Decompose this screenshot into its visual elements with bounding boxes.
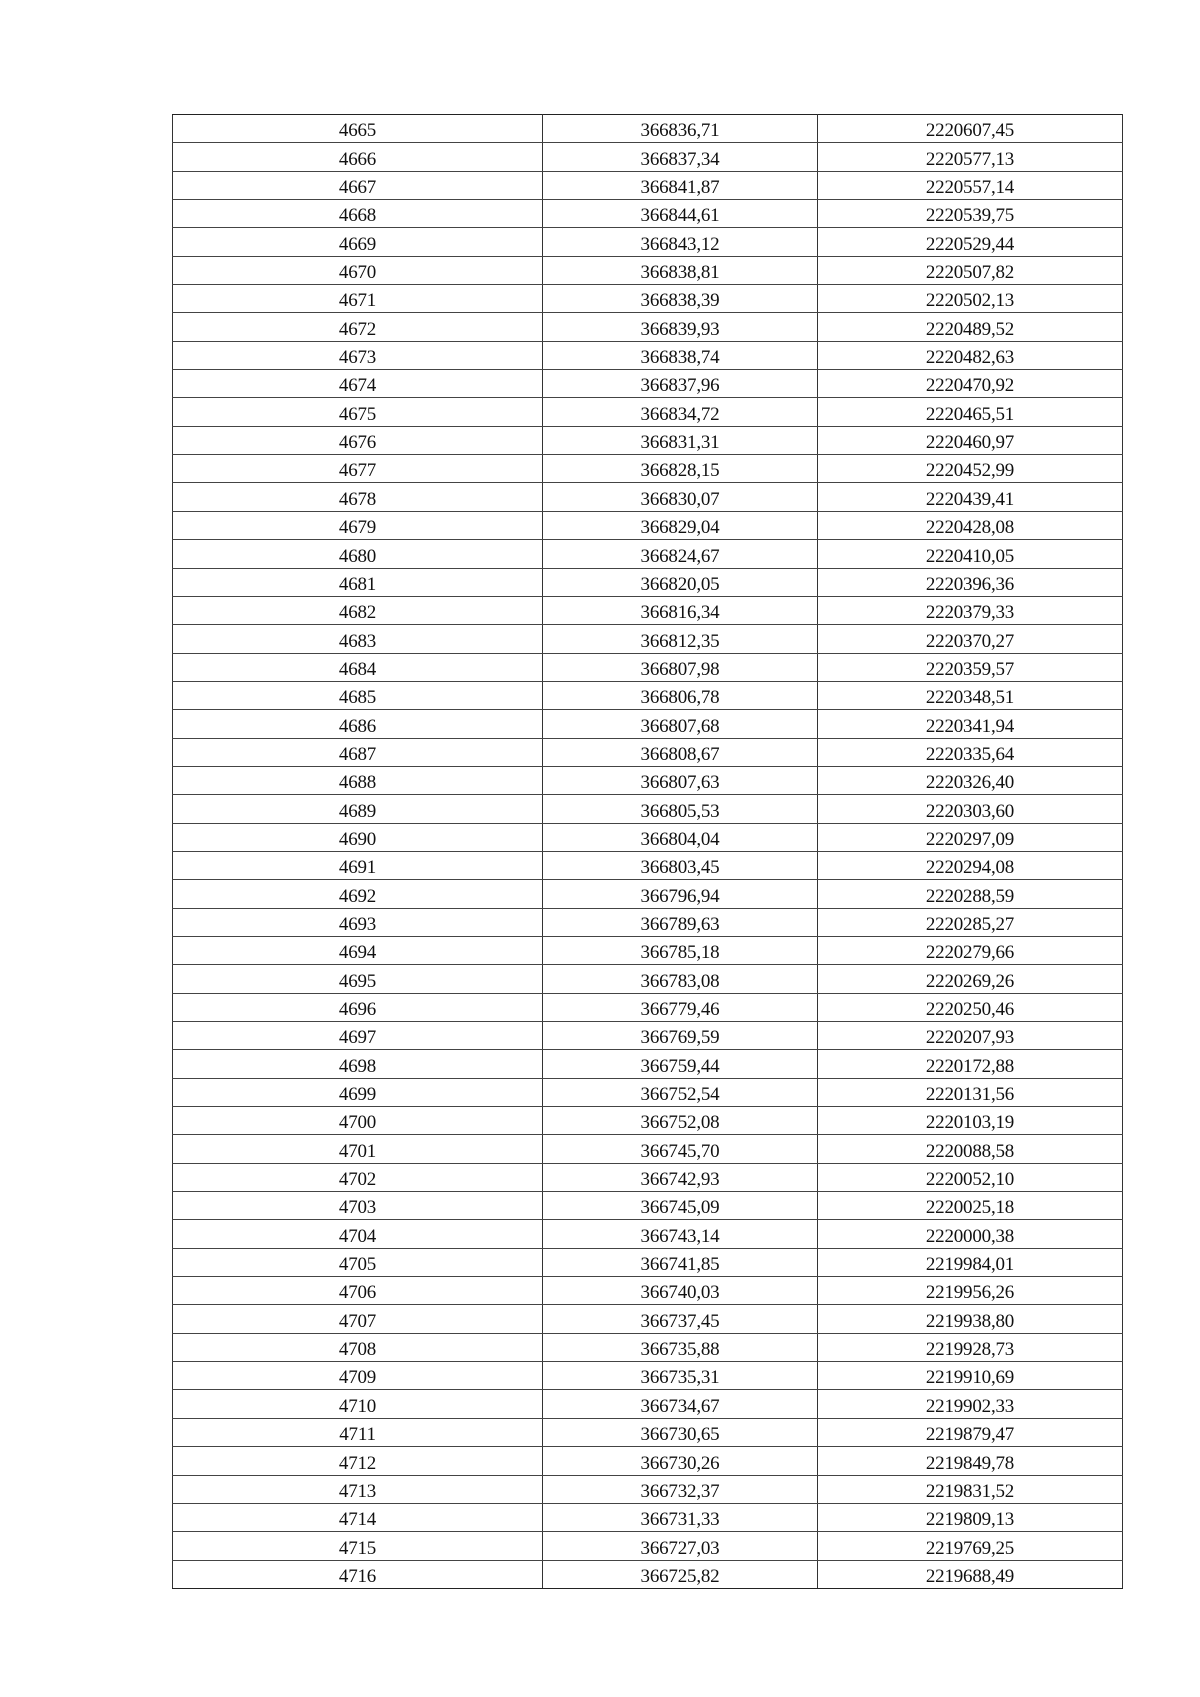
point-number-cell: 4709 <box>173 1362 543 1390</box>
y-coordinate-cell: 2220052,10 <box>818 1163 1123 1191</box>
point-number-cell: 4707 <box>173 1305 543 1333</box>
y-coordinate-cell: 2219769,25 <box>818 1532 1123 1560</box>
table-row <box>173 1390 1123 1418</box>
y-coordinate-cell: 2220131,56 <box>818 1078 1123 1106</box>
x-coordinate-cell: 366789,63 <box>543 908 818 936</box>
point-number-cell: 4716 <box>173 1560 543 1588</box>
x-coordinate-cell: 366807,63 <box>543 766 818 794</box>
table-row <box>173 710 1123 738</box>
point-number-cell: 4667 <box>173 171 543 199</box>
y-coordinate-cell: 2220482,63 <box>818 341 1123 369</box>
point-number-cell: 4682 <box>173 596 543 624</box>
y-coordinate-cell: 2220452,99 <box>818 455 1123 483</box>
y-coordinate-cell: 2220285,27 <box>818 908 1123 936</box>
y-coordinate-cell: 2220269,26 <box>818 965 1123 993</box>
table-row <box>173 880 1123 908</box>
x-coordinate-cell: 366841,87 <box>543 171 818 199</box>
x-coordinate-cell: 366807,68 <box>543 710 818 738</box>
y-coordinate-cell: 2220341,94 <box>818 710 1123 738</box>
x-coordinate-cell: 366752,08 <box>543 1107 818 1135</box>
y-coordinate-cell: 2220539,75 <box>818 200 1123 228</box>
point-number-cell: 4680 <box>173 540 543 568</box>
x-coordinate-cell: 366829,04 <box>543 511 818 539</box>
x-coordinate-cell: 366730,65 <box>543 1418 818 1446</box>
table-row <box>173 1333 1123 1361</box>
x-coordinate-cell: 366837,96 <box>543 370 818 398</box>
x-coordinate-cell: 366734,67 <box>543 1390 818 1418</box>
point-number-cell: 4679 <box>173 511 543 539</box>
point-number-cell: 4700 <box>173 1107 543 1135</box>
x-coordinate-cell: 366745,09 <box>543 1192 818 1220</box>
table-row <box>173 370 1123 398</box>
point-number-cell: 4678 <box>173 483 543 511</box>
point-number-cell: 4713 <box>173 1475 543 1503</box>
table-row <box>173 426 1123 454</box>
y-coordinate-cell: 2220103,19 <box>818 1107 1123 1135</box>
y-coordinate-cell: 2220428,08 <box>818 511 1123 539</box>
point-number-cell: 4711 <box>173 1418 543 1446</box>
x-coordinate-cell: 366837,34 <box>543 143 818 171</box>
y-coordinate-cell: 2219938,80 <box>818 1305 1123 1333</box>
y-coordinate-cell: 2220607,45 <box>818 115 1123 143</box>
y-coordinate-cell: 2220288,59 <box>818 880 1123 908</box>
y-coordinate-cell: 2220529,44 <box>818 228 1123 256</box>
point-number-cell: 4690 <box>173 823 543 851</box>
table-row <box>173 285 1123 313</box>
x-coordinate-cell: 366820,05 <box>543 568 818 596</box>
table-row <box>173 681 1123 709</box>
table-row <box>173 200 1123 228</box>
table-row <box>173 483 1123 511</box>
table-row <box>173 1277 1123 1305</box>
table-row <box>173 1532 1123 1560</box>
x-coordinate-cell: 366731,33 <box>543 1503 818 1531</box>
table-row <box>173 625 1123 653</box>
table-row <box>173 1447 1123 1475</box>
coordinates-table <box>172 114 1123 1589</box>
table-row <box>173 738 1123 766</box>
table-row <box>173 256 1123 284</box>
point-number-cell: 4677 <box>173 455 543 483</box>
y-coordinate-cell: 2220460,97 <box>818 426 1123 454</box>
table-row <box>173 1050 1123 1078</box>
table-row <box>173 1163 1123 1191</box>
y-coordinate-cell: 2220507,82 <box>818 256 1123 284</box>
y-coordinate-cell: 2220335,64 <box>818 738 1123 766</box>
x-coordinate-cell: 366806,78 <box>543 681 818 709</box>
y-coordinate-cell: 2220207,93 <box>818 1022 1123 1050</box>
point-number-cell: 4674 <box>173 370 543 398</box>
y-coordinate-cell: 2220279,66 <box>818 936 1123 964</box>
table-row <box>173 908 1123 936</box>
y-coordinate-cell: 2220025,18 <box>818 1192 1123 1220</box>
x-coordinate-cell: 366759,44 <box>543 1050 818 1078</box>
x-coordinate-cell: 366807,98 <box>543 653 818 681</box>
point-number-cell: 4712 <box>173 1447 543 1475</box>
y-coordinate-cell: 2220294,08 <box>818 851 1123 879</box>
table-row <box>173 455 1123 483</box>
y-coordinate-cell: 2219688,49 <box>818 1560 1123 1588</box>
table-row <box>173 1022 1123 1050</box>
x-coordinate-cell: 366843,12 <box>543 228 818 256</box>
point-number-cell: 4693 <box>173 908 543 936</box>
point-number-cell: 4708 <box>173 1333 543 1361</box>
y-coordinate-cell: 2219984,01 <box>818 1248 1123 1276</box>
y-coordinate-cell: 2220000,38 <box>818 1220 1123 1248</box>
table-row <box>173 1107 1123 1135</box>
point-number-cell: 4714 <box>173 1503 543 1531</box>
table-row <box>173 115 1123 143</box>
y-coordinate-cell: 2220557,14 <box>818 171 1123 199</box>
point-number-cell: 4705 <box>173 1248 543 1276</box>
table-row <box>173 993 1123 1021</box>
table-row <box>173 965 1123 993</box>
x-coordinate-cell: 366783,08 <box>543 965 818 993</box>
x-coordinate-cell: 366824,67 <box>543 540 818 568</box>
point-number-cell: 4675 <box>173 398 543 426</box>
x-coordinate-cell: 366805,53 <box>543 795 818 823</box>
x-coordinate-cell: 366830,07 <box>543 483 818 511</box>
x-coordinate-cell: 366741,85 <box>543 1248 818 1276</box>
table-row <box>173 1475 1123 1503</box>
point-number-cell: 4666 <box>173 143 543 171</box>
table-row <box>173 511 1123 539</box>
y-coordinate-cell: 2219910,69 <box>818 1362 1123 1390</box>
point-number-cell: 4686 <box>173 710 543 738</box>
point-number-cell: 4684 <box>173 653 543 681</box>
point-number-cell: 4715 <box>173 1532 543 1560</box>
y-coordinate-cell: 2219879,47 <box>818 1418 1123 1446</box>
table-row <box>173 1248 1123 1276</box>
y-coordinate-cell: 2219849,78 <box>818 1447 1123 1475</box>
table-row <box>173 936 1123 964</box>
point-number-cell: 4671 <box>173 285 543 313</box>
y-coordinate-cell: 2220439,41 <box>818 483 1123 511</box>
x-coordinate-cell: 366732,37 <box>543 1475 818 1503</box>
x-coordinate-cell: 366745,70 <box>543 1135 818 1163</box>
x-coordinate-cell: 366740,03 <box>543 1277 818 1305</box>
point-number-cell: 4688 <box>173 766 543 794</box>
point-number-cell: 4698 <box>173 1050 543 1078</box>
y-coordinate-cell: 2219809,13 <box>818 1503 1123 1531</box>
point-number-cell: 4691 <box>173 851 543 879</box>
point-number-cell: 4694 <box>173 936 543 964</box>
x-coordinate-cell: 366769,59 <box>543 1022 818 1050</box>
y-coordinate-cell: 2220297,09 <box>818 823 1123 851</box>
table-row <box>173 143 1123 171</box>
point-number-cell: 4681 <box>173 568 543 596</box>
x-coordinate-cell: 366839,93 <box>543 313 818 341</box>
x-coordinate-cell: 366828,15 <box>543 455 818 483</box>
point-number-cell: 4676 <box>173 426 543 454</box>
y-coordinate-cell: 2220489,52 <box>818 313 1123 341</box>
y-coordinate-cell: 2220370,27 <box>818 625 1123 653</box>
y-coordinate-cell: 2220359,57 <box>818 653 1123 681</box>
x-coordinate-cell: 366727,03 <box>543 1532 818 1560</box>
table-row <box>173 1135 1123 1163</box>
y-coordinate-cell: 2220410,05 <box>818 540 1123 568</box>
point-number-cell: 4704 <box>173 1220 543 1248</box>
y-coordinate-cell: 2220379,33 <box>818 596 1123 624</box>
y-coordinate-cell: 2220470,92 <box>818 370 1123 398</box>
y-coordinate-cell: 2220172,88 <box>818 1050 1123 1078</box>
point-number-cell: 4672 <box>173 313 543 341</box>
x-coordinate-cell: 366816,34 <box>543 596 818 624</box>
x-coordinate-cell: 366808,67 <box>543 738 818 766</box>
table-row <box>173 1418 1123 1446</box>
point-number-cell: 4685 <box>173 681 543 709</box>
table-row <box>173 228 1123 256</box>
y-coordinate-cell: 2220303,60 <box>818 795 1123 823</box>
point-number-cell: 4702 <box>173 1163 543 1191</box>
point-number-cell: 4703 <box>173 1192 543 1220</box>
y-coordinate-cell: 2220326,40 <box>818 766 1123 794</box>
table-row <box>173 653 1123 681</box>
x-coordinate-cell: 366785,18 <box>543 936 818 964</box>
point-number-cell: 4687 <box>173 738 543 766</box>
point-number-cell: 4696 <box>173 993 543 1021</box>
x-coordinate-cell: 366803,45 <box>543 851 818 879</box>
y-coordinate-cell: 2220465,51 <box>818 398 1123 426</box>
y-coordinate-cell: 2219831,52 <box>818 1475 1123 1503</box>
x-coordinate-cell: 366743,14 <box>543 1220 818 1248</box>
table-row <box>173 540 1123 568</box>
table-row <box>173 313 1123 341</box>
x-coordinate-cell: 366737,45 <box>543 1305 818 1333</box>
point-number-cell: 4669 <box>173 228 543 256</box>
y-coordinate-cell: 2220088,58 <box>818 1135 1123 1163</box>
y-coordinate-cell: 2220396,36 <box>818 568 1123 596</box>
point-number-cell: 4701 <box>173 1135 543 1163</box>
table-row <box>173 1305 1123 1333</box>
point-number-cell: 4668 <box>173 200 543 228</box>
x-coordinate-cell: 366752,54 <box>543 1078 818 1106</box>
table-row <box>173 1362 1123 1390</box>
y-coordinate-cell: 2220348,51 <box>818 681 1123 709</box>
table-row <box>173 795 1123 823</box>
x-coordinate-cell: 366838,39 <box>543 285 818 313</box>
coordinates-table-body <box>173 115 1123 1589</box>
y-coordinate-cell: 2219902,33 <box>818 1390 1123 1418</box>
point-number-cell: 4697 <box>173 1022 543 1050</box>
point-number-cell: 4706 <box>173 1277 543 1305</box>
y-coordinate-cell: 2220250,46 <box>818 993 1123 1021</box>
table-row <box>173 1503 1123 1531</box>
point-number-cell: 4699 <box>173 1078 543 1106</box>
point-number-cell: 4695 <box>173 965 543 993</box>
table-row <box>173 1220 1123 1248</box>
x-coordinate-cell: 366831,31 <box>543 426 818 454</box>
x-coordinate-cell: 366836,71 <box>543 115 818 143</box>
x-coordinate-cell: 366725,82 <box>543 1560 818 1588</box>
point-number-cell: 4665 <box>173 115 543 143</box>
table-row <box>173 596 1123 624</box>
x-coordinate-cell: 366735,88 <box>543 1333 818 1361</box>
table-row <box>173 171 1123 199</box>
x-coordinate-cell: 366812,35 <box>543 625 818 653</box>
table-row <box>173 851 1123 879</box>
y-coordinate-cell: 2220577,13 <box>818 143 1123 171</box>
point-number-cell: 4673 <box>173 341 543 369</box>
y-coordinate-cell: 2219956,26 <box>818 1277 1123 1305</box>
x-coordinate-cell: 366834,72 <box>543 398 818 426</box>
point-number-cell: 4710 <box>173 1390 543 1418</box>
x-coordinate-cell: 366742,93 <box>543 1163 818 1191</box>
x-coordinate-cell: 366804,04 <box>543 823 818 851</box>
x-coordinate-cell: 366730,26 <box>543 1447 818 1475</box>
table-row <box>173 823 1123 851</box>
point-number-cell: 4670 <box>173 256 543 284</box>
y-coordinate-cell: 2220502,13 <box>818 285 1123 313</box>
point-number-cell: 4692 <box>173 880 543 908</box>
table-row <box>173 766 1123 794</box>
point-number-cell: 4689 <box>173 795 543 823</box>
point-number-cell: 4683 <box>173 625 543 653</box>
x-coordinate-cell: 366735,31 <box>543 1362 818 1390</box>
x-coordinate-cell: 366844,61 <box>543 200 818 228</box>
table-row <box>173 398 1123 426</box>
table-row <box>173 1560 1123 1588</box>
table-row <box>173 568 1123 596</box>
x-coordinate-cell: 366838,81 <box>543 256 818 284</box>
table-row <box>173 1192 1123 1220</box>
x-coordinate-cell: 366838,74 <box>543 341 818 369</box>
table-row <box>173 1078 1123 1106</box>
y-coordinate-cell: 2219928,73 <box>818 1333 1123 1361</box>
table-row <box>173 341 1123 369</box>
x-coordinate-cell: 366796,94 <box>543 880 818 908</box>
x-coordinate-cell: 366779,46 <box>543 993 818 1021</box>
